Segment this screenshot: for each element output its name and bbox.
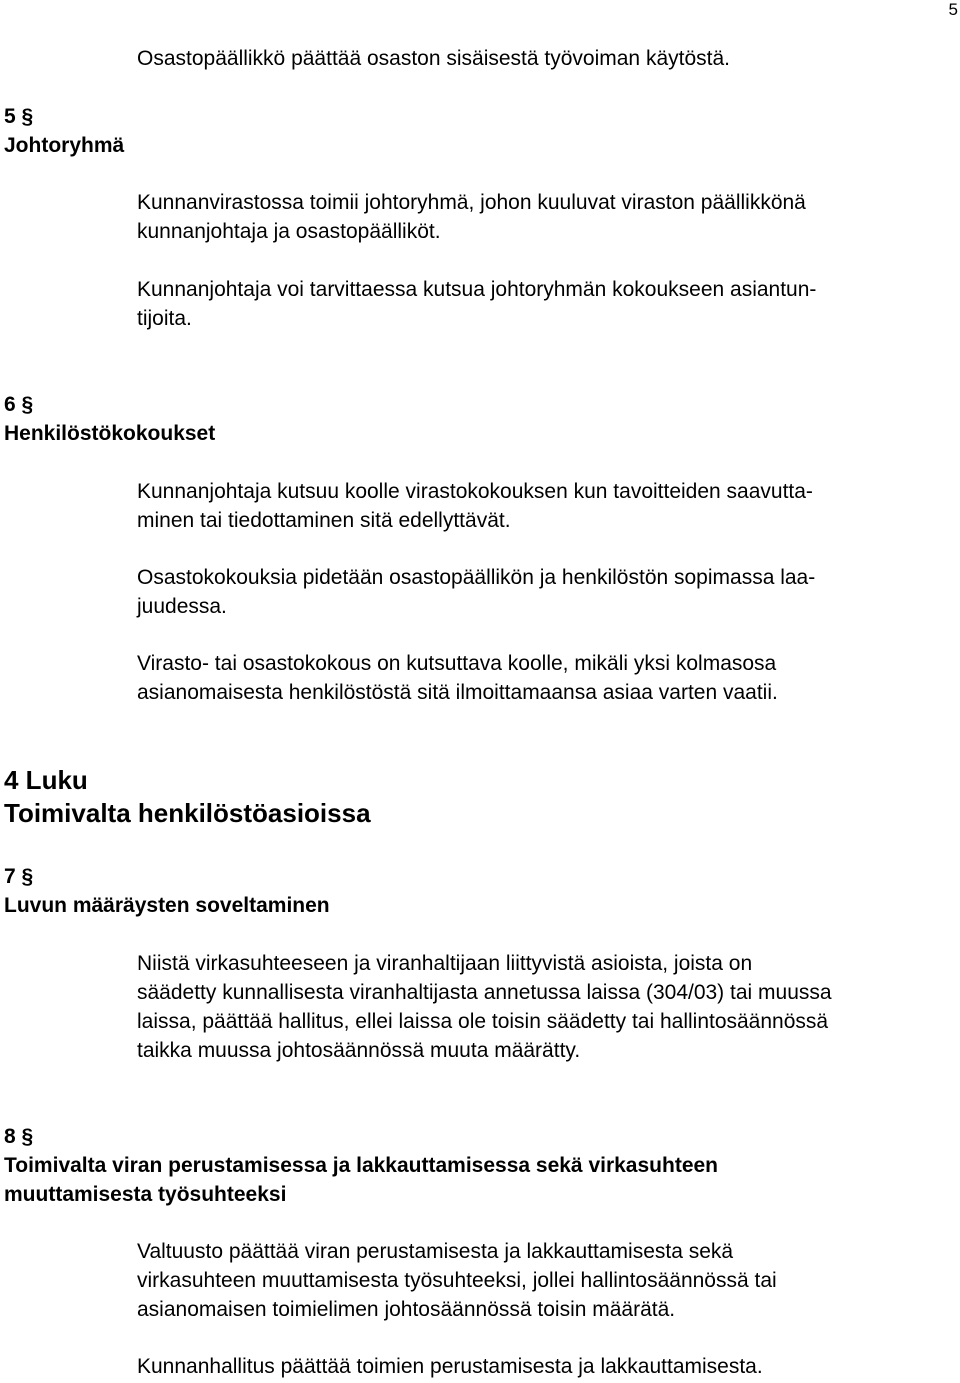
page-number: 5 <box>948 0 958 19</box>
section-7-paragraph-1: Niistä virkasuhteeseen ja viranhaltijaan liittyvistä asioista, joista on säädetty kunnallisesta viranhaltijasta annetussa laissa (304/03) tai muussa laissa, päättää hallitus, ellei laissa ole toisin säädetty tai hallintosäännössä taikka muussa johtosäännössä muuta määrätty. <box>137 952 832 1062</box>
chapter-title: Toimivalta henkilöstöasioissa <box>4 798 371 828</box>
section-5-paragraph-1: Kunnanvirastossa toimii johtoryhmä, johon kuuluvat viraston päällikkönä kunnanjohtaja ja osastopäälliköt. <box>137 191 806 243</box>
section-5-number: 5 § <box>4 105 34 128</box>
section-5-title: Johtoryhmä <box>4 134 125 157</box>
section-8-title: Toimivalta viran perustamisessa ja lakkauttamisessa sekä virkasuhteen muuttamisesta työsuhteeksi <box>4 1154 718 1206</box>
section-6-number: 6 § <box>4 393 34 416</box>
section-6-title: Henkilöstökokoukset <box>4 422 216 445</box>
section-7-number: 7 § <box>4 865 34 888</box>
intro-paragraph: Osastopäällikkö päättää osaston sisäisestä työvoiman käytöstä. <box>137 47 730 70</box>
section-8-paragraph-1: Valtuusto päättää viran perustamisesta ja lakkauttamisesta sekä virkasuhteen muuttamisesta työsuhteeksi, jollei hallintosäännössä tai asianomaisen toimielimen johtosäännössä toisin määrätä. <box>137 1240 777 1321</box>
section-8-number: 8 § <box>4 1125 34 1148</box>
section-6-paragraph-3: Virasto- tai osastokokous on kutsuttava koolle, mikäli yksi kolmasosa asianomaisesta henkilöstöstä sitä ilmoittamaansa asiaa varten vaatii. <box>137 652 778 704</box>
section-7-title: Luvun määräysten soveltaminen <box>4 894 330 917</box>
section-6-paragraph-1: Kunnanjohtaja kutsuu koolle virastokokouksen kun tavoitteiden saavutta- minen tai tiedottaminen sitä edellyttävät. <box>137 480 813 532</box>
section-5-paragraph-2: Kunnanjohtaja voi tarvittaessa kutsua johtoryhmän kokoukseen asiantun- tijoita. <box>137 278 817 330</box>
chapter-number: 4 Luku <box>4 765 88 795</box>
section-6-paragraph-2: Osastokokouksia pidetään osastopäällikön ja henkilöstön sopimassa laa- juudessa. <box>137 566 816 618</box>
section-8-paragraph-2: Kunnanhallitus päättää toimien perustamisesta ja lakkauttamisesta. <box>137 1355 763 1378</box>
